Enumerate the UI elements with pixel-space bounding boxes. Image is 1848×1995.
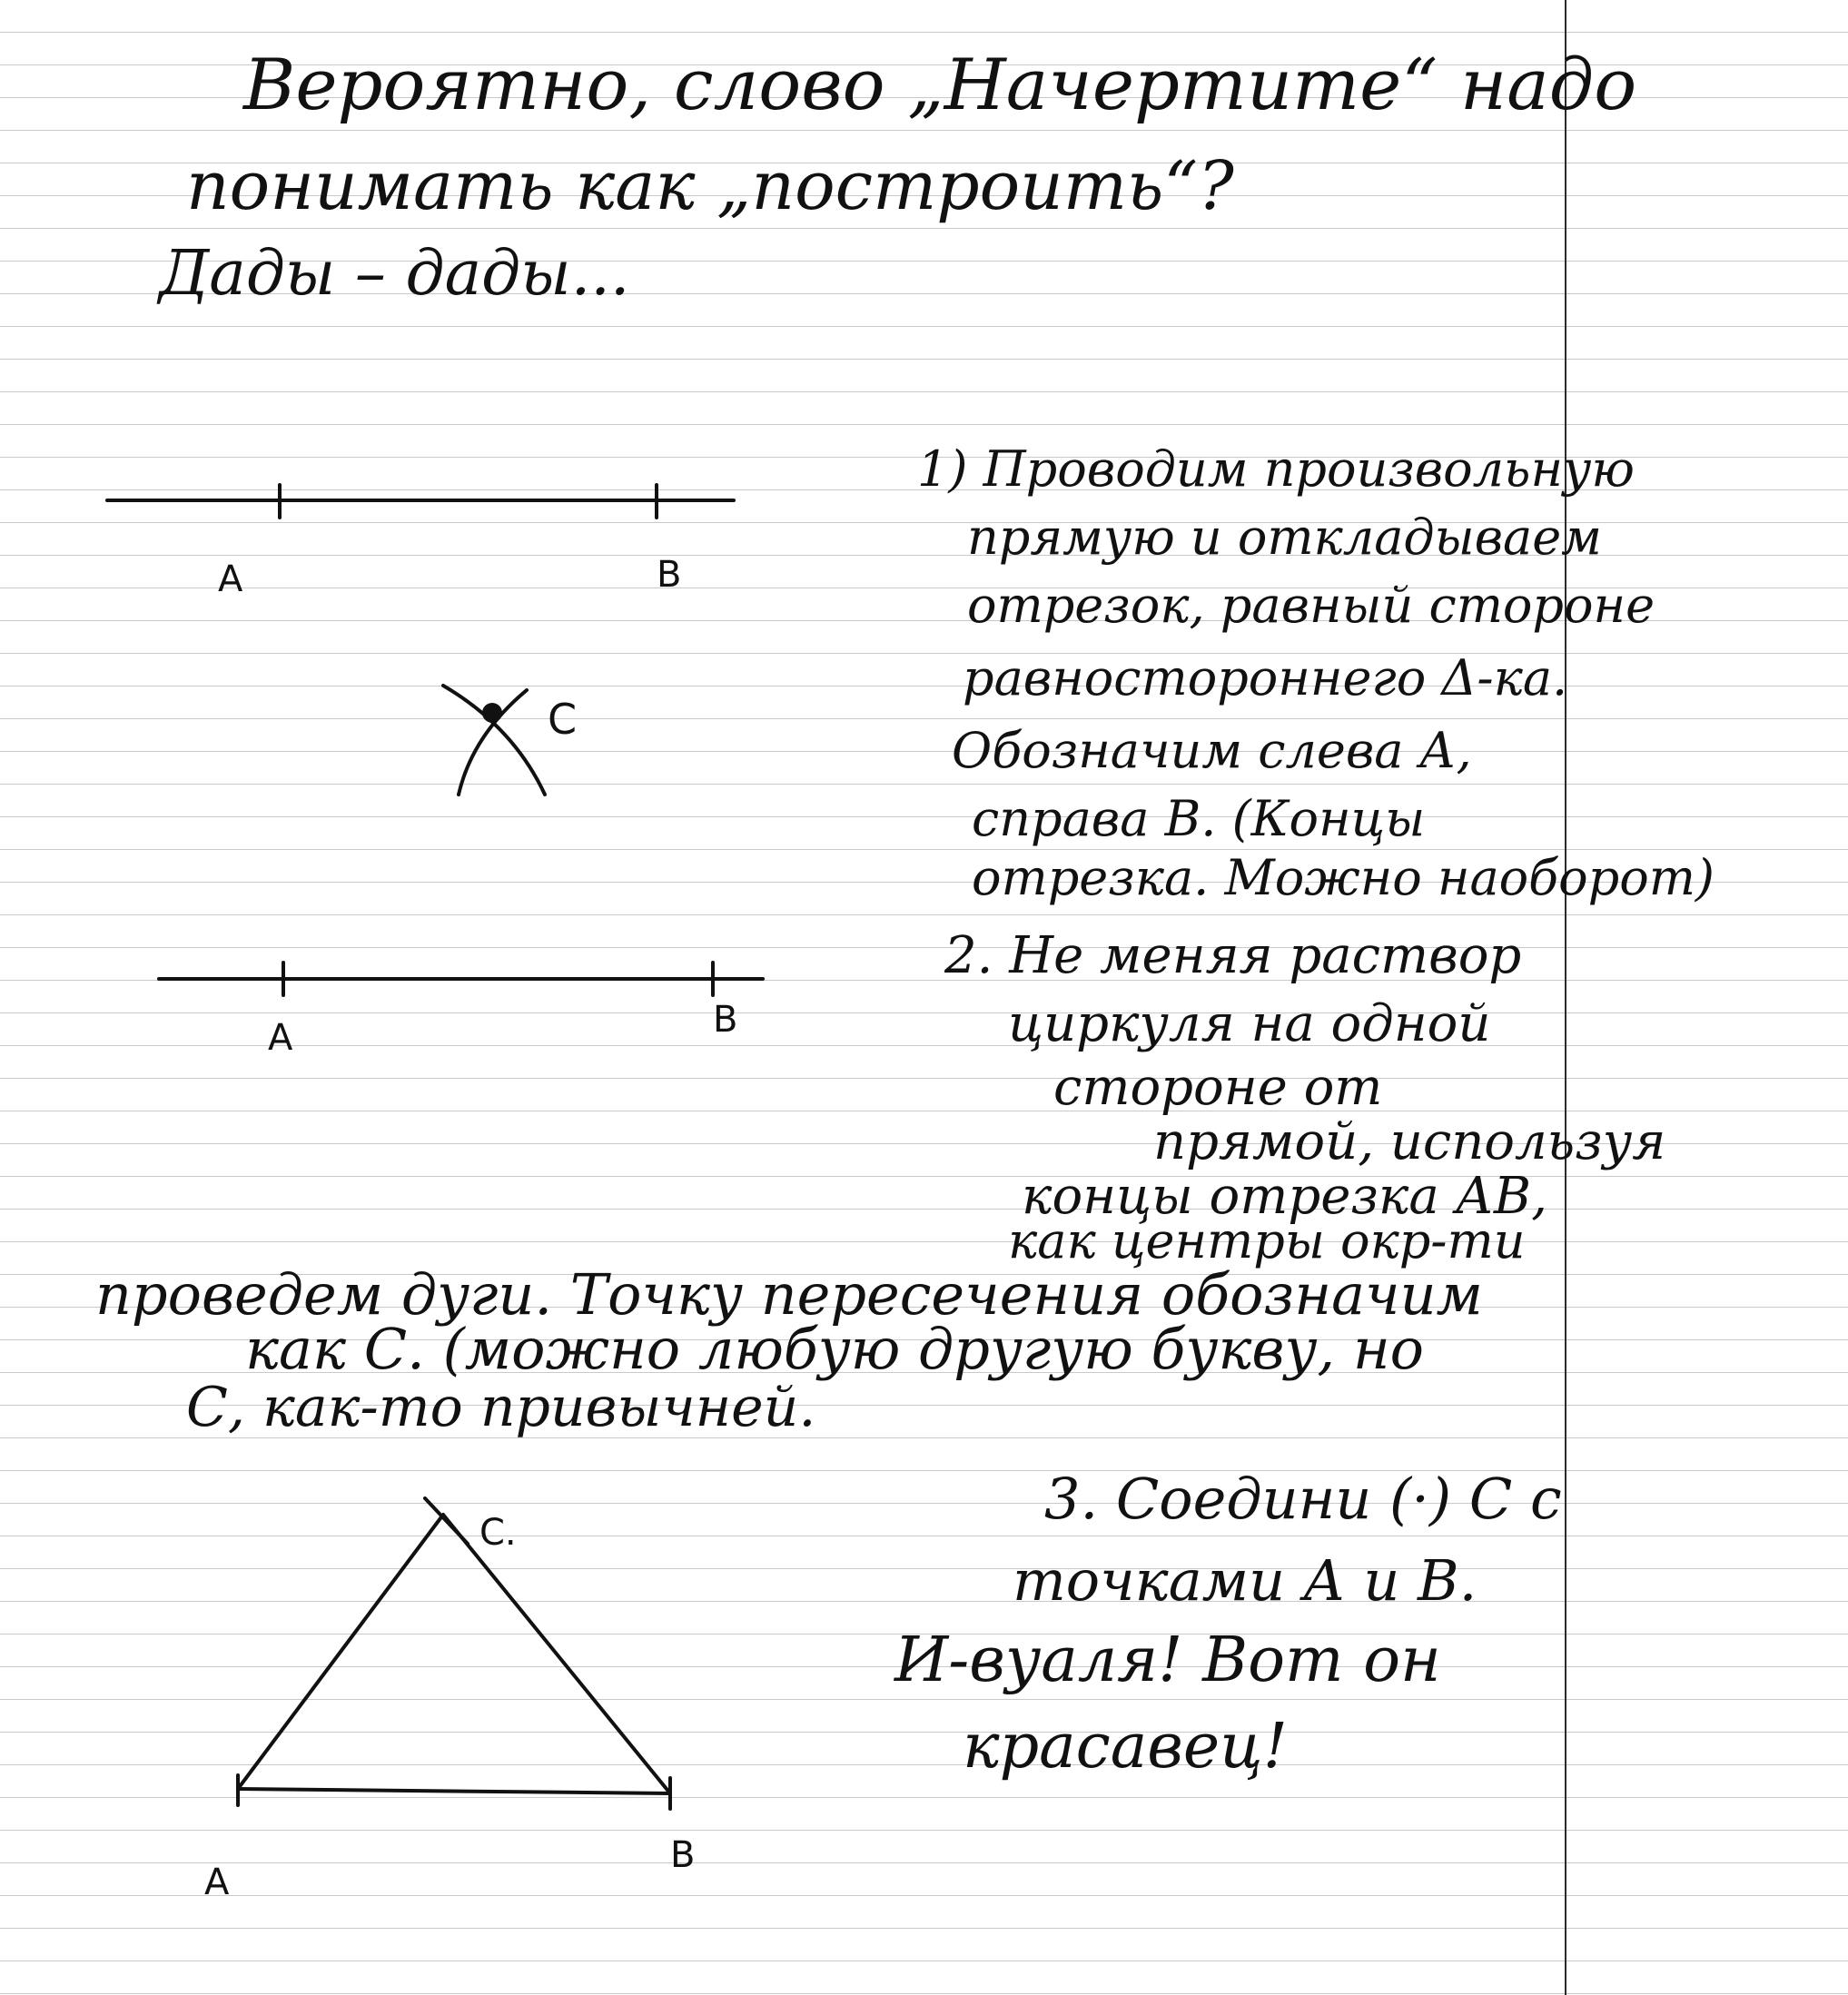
figure-3-label-a: A: [268, 1017, 293, 1059]
step-3-line: 3. Соедини (·) С с: [1044, 1466, 1562, 1532]
step-1-line: 1) Проводим произвольную: [917, 440, 1635, 498]
step-2-line: 2. Не меняя раствор: [944, 926, 1522, 985]
step-1-line: отрезка. Можно наоборот): [972, 849, 1715, 906]
figure-4-side-bc: [443, 1515, 670, 1793]
figure-1-label-a: A: [218, 558, 243, 600]
figure-4-side-ab: [238, 1789, 670, 1793]
step-2-line: С, как-то привычней.: [186, 1376, 816, 1439]
step-2-line: прямой, используя: [1153, 1112, 1666, 1171]
figure-3-label-b: B: [713, 999, 738, 1041]
figure-4-mark-c: [425, 1498, 468, 1544]
step-1-line: отрезок, равный стороне: [967, 577, 1655, 634]
step-2-line: проведем дуги. Точку пересечения обозначим: [95, 1261, 1483, 1328]
figure-4-label-c: C.: [479, 1512, 517, 1554]
step-3-line: точками А и В.: [1013, 1547, 1477, 1614]
step-2-line: как центры окр-ти: [1008, 1212, 1526, 1269]
figure-4-label-b: B: [670, 1834, 696, 1876]
step-1-line: равностороннего Δ-ка.: [963, 649, 1568, 706]
intro-line-2: понимать как „построить“?: [186, 147, 1234, 225]
figure-2-label-c: C: [548, 695, 578, 744]
step-2-line: циркуля на одной: [1008, 994, 1491, 1053]
step-3-line: И-вуаля! Вот он: [894, 1625, 1441, 1696]
intro-line-1: Вероятно, слово „Начертите“ надо: [243, 44, 1637, 126]
step-2-line: стороне от: [1053, 1058, 1383, 1117]
step-2-line: как С. (можно любую другую букву, но: [245, 1316, 1425, 1382]
intro-line-3: Дады – дады...: [159, 238, 630, 310]
figure-4-label-a: A: [204, 1862, 230, 1903]
step-1-line: прямую и откладываем: [967, 509, 1602, 566]
step-2-line: концы отрезка АВ,: [1022, 1167, 1547, 1226]
step-1-line: Обозначим слева А,: [952, 722, 1472, 779]
figure-4-side-ac: [238, 1515, 443, 1789]
step-3-line: красавец!: [963, 1711, 1288, 1783]
step-1-line: справа В. (Концы: [972, 790, 1426, 847]
figure-1-label-b: B: [657, 554, 682, 596]
